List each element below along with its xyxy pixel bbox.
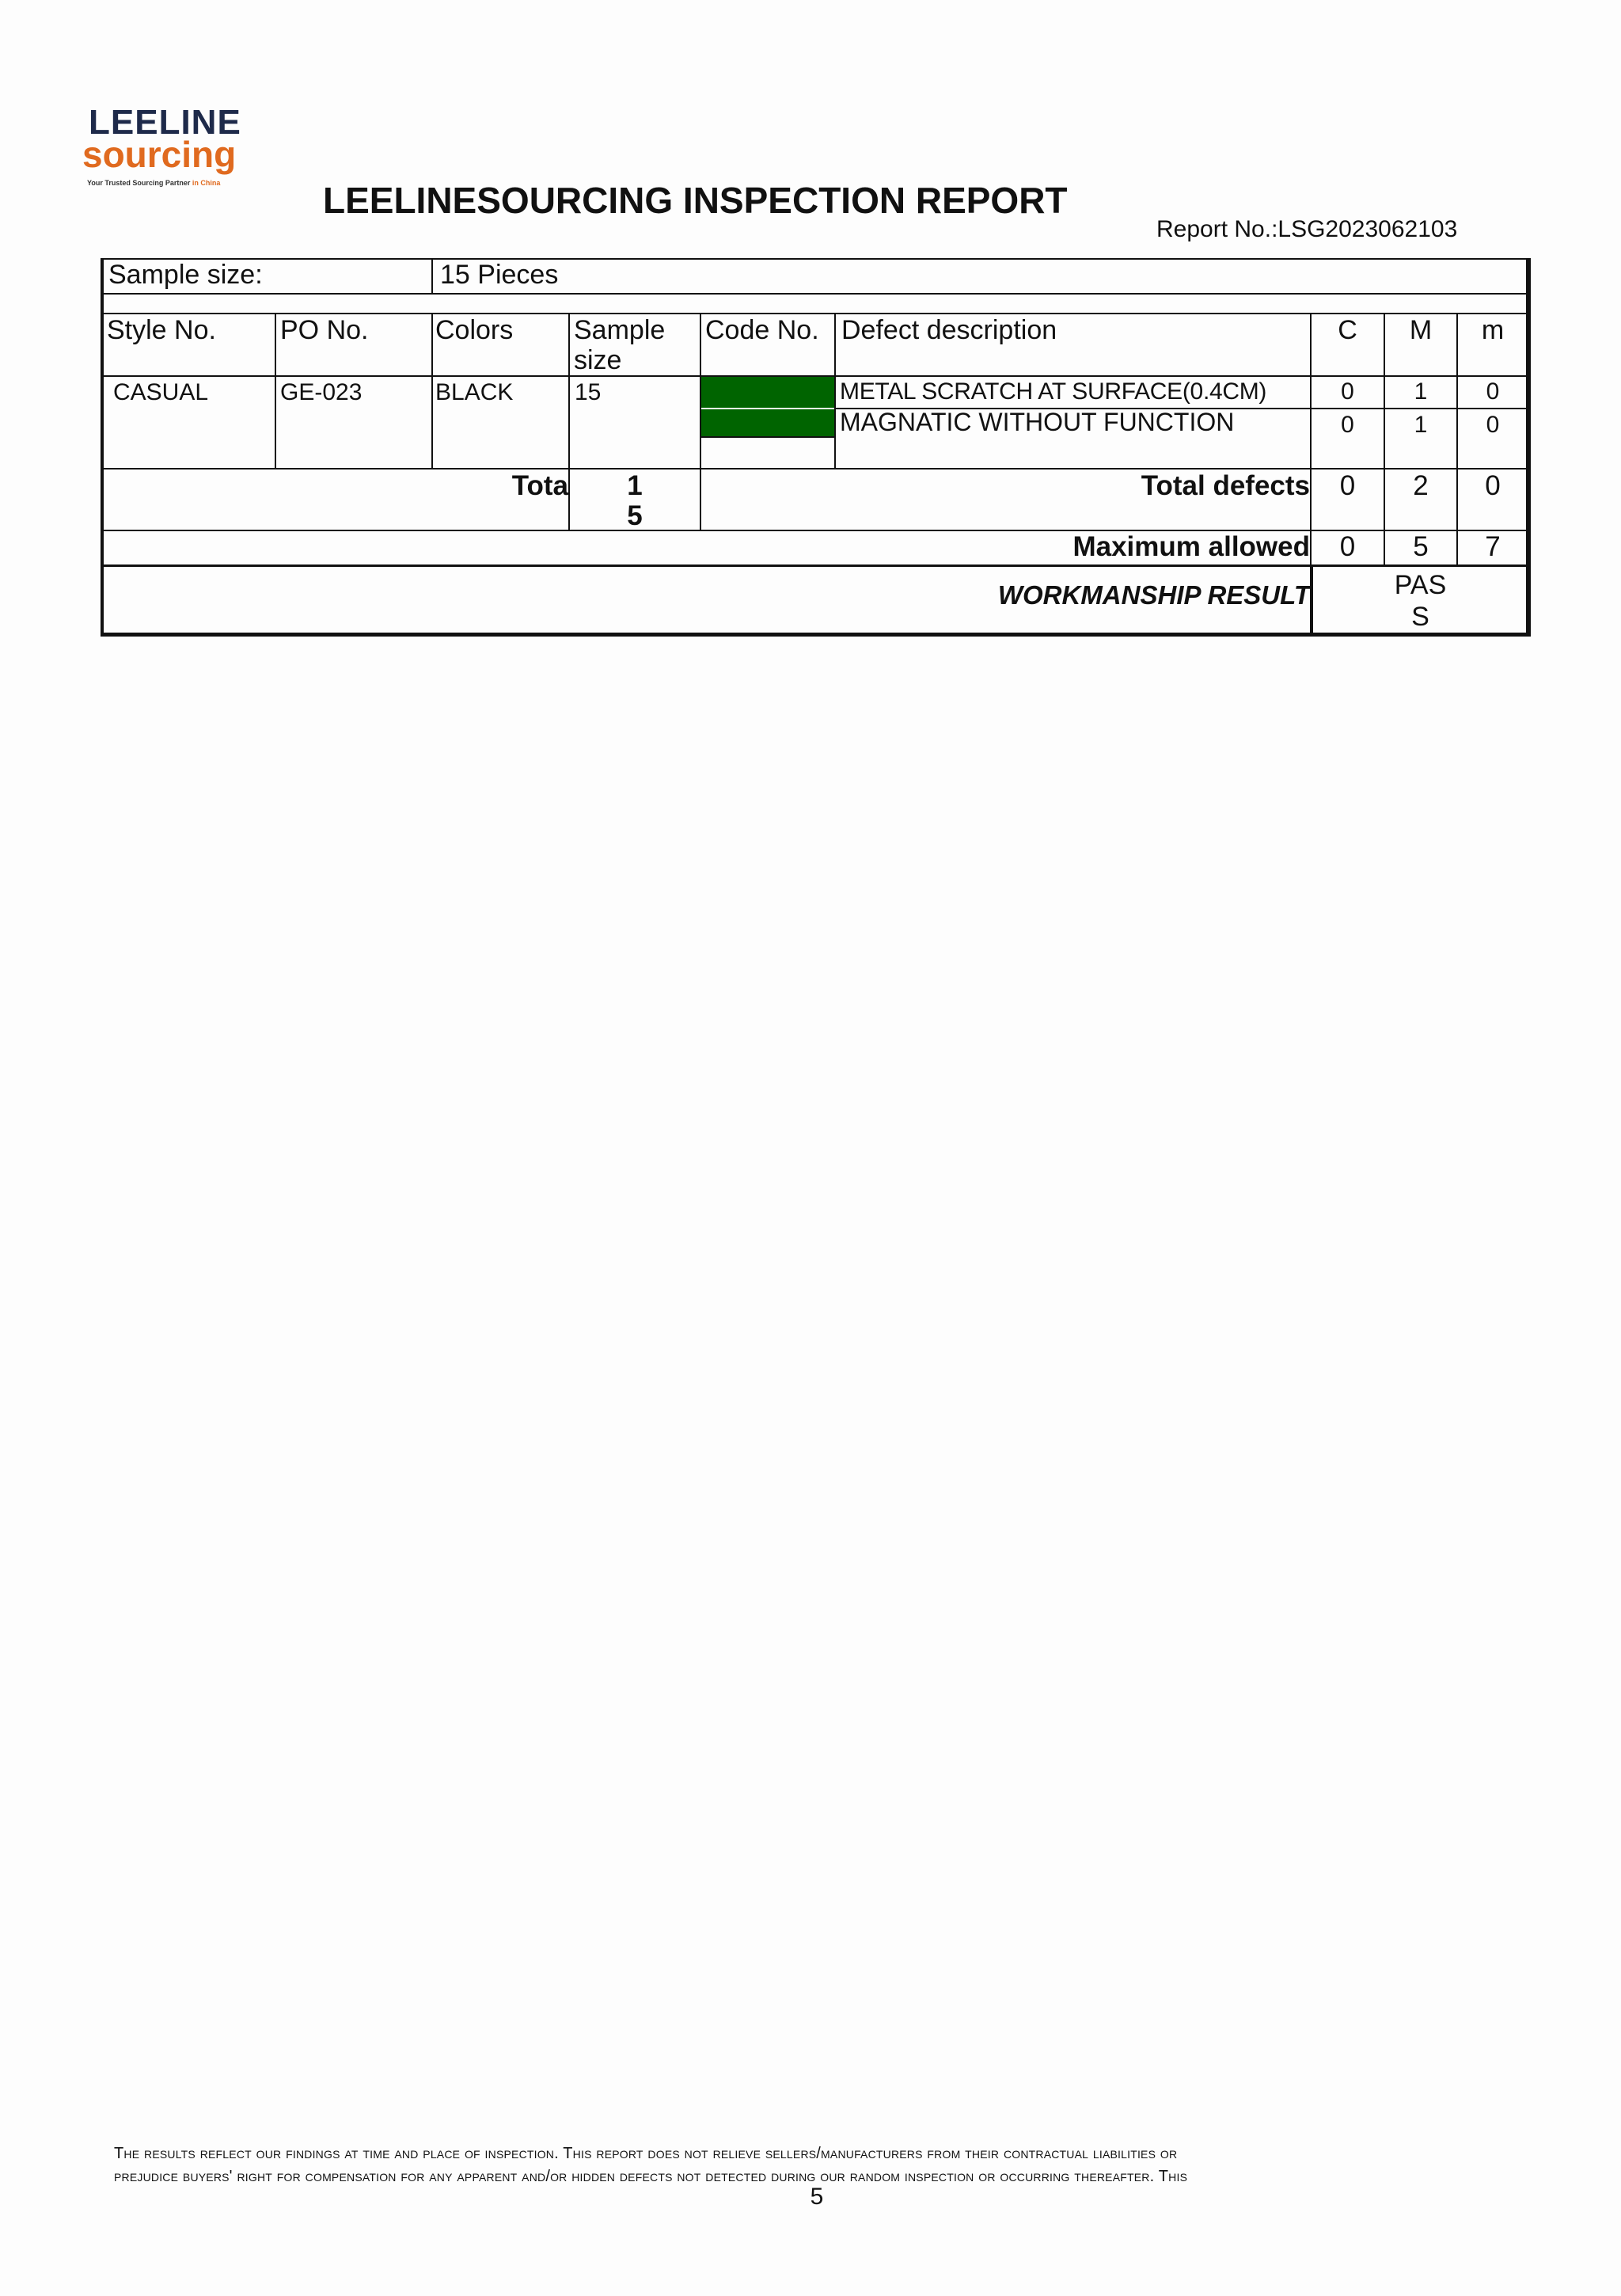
defect-minor-count: 0	[1486, 378, 1500, 405]
total-critical: 0	[1339, 470, 1356, 501]
logo-tagline-prefix: Your Trusted Sourcing Partner	[87, 179, 191, 187]
defect-major-count: 1	[1414, 412, 1428, 438]
workmanship-result-label: WORKMANSHIP RESULT	[997, 580, 1310, 610]
defect-critical-count: 0	[1341, 378, 1354, 405]
header-style-no: Style No.	[107, 315, 216, 345]
defect-description: MAGNATIC WITHOUT FUNCTION	[840, 408, 1235, 436]
divider	[431, 258, 433, 294]
divider	[1384, 313, 1385, 566]
disclaimer-line-2: prejudice buyers' right for compensation for any apparent and/or hidden defects not detected during our random inspection or occurring thereafter. This	[114, 2168, 1188, 2185]
divider	[101, 313, 1528, 314]
maximum-minor: 7	[1485, 531, 1501, 562]
header-sample-size-line2: size	[574, 345, 622, 375]
maximum-major: 5	[1413, 531, 1429, 562]
header-colors: Colors	[435, 315, 514, 345]
header-defect-description: Defect description	[841, 315, 1057, 345]
defect-description: METAL SCRATCH AT SURFACE(0.4CM)	[840, 378, 1267, 405]
divider	[1456, 313, 1458, 566]
cell-sample-size: 15	[575, 379, 602, 405]
table-left-border	[101, 258, 104, 636]
header-critical: C	[1338, 315, 1357, 345]
logo-text-bottom: sourcing	[82, 134, 237, 175]
header-minor: m	[1481, 315, 1505, 345]
defect-critical-count: 0	[1341, 412, 1354, 438]
maximum-critical: 0	[1339, 531, 1356, 562]
divider	[275, 313, 276, 469]
page-number: 5	[810, 2184, 824, 2210]
total-sample-digit-2: 5	[627, 500, 643, 531]
total-label: Tota	[511, 470, 568, 501]
header-major: M	[1409, 315, 1433, 345]
divider	[101, 293, 1528, 295]
maximum-allowed-label: Maximum allowed	[1072, 531, 1310, 562]
cell-style-no: CASUAL	[113, 379, 209, 405]
table-bottom-border	[101, 633, 1531, 636]
defect-major-count: 1	[1414, 378, 1428, 405]
defect-minor-count: 0	[1486, 412, 1500, 438]
sample-size-value: 15 Pieces	[440, 260, 559, 290]
sample-size-label: Sample size:	[108, 260, 263, 290]
logo-tagline-suffix: in China	[192, 179, 221, 187]
disclaimer-footer	[114, 2142, 1507, 2188]
defect-code-swatch	[701, 377, 834, 408]
header-po-no: PO No.	[280, 315, 369, 345]
cell-colors: BLACK	[435, 379, 514, 405]
divider	[101, 468, 1528, 469]
total-minor: 0	[1485, 470, 1501, 501]
total-major: 2	[1413, 470, 1429, 501]
divider	[834, 313, 836, 469]
company-logo	[82, 103, 256, 192]
disclaimer-line-1: The results reflect our findings at time and place of inspection. This report does not relieve sellers/manufacturers from their contractual liabilities or	[114, 2145, 1178, 2162]
header-sample-size-line1: Sample	[574, 315, 666, 345]
result-row-top-border	[101, 564, 1531, 567]
cell-po-no: GE-023	[280, 379, 363, 405]
workmanship-result-value-line2: S	[1411, 602, 1429, 632]
workmanship-result-value-line1: PAS	[1394, 570, 1447, 600]
divider	[431, 313, 433, 469]
divider	[700, 436, 834, 438]
header-code-no: Code No.	[705, 315, 819, 345]
report-number: Report No.:LSG2023062103	[1156, 216, 1458, 242]
total-sample-digit-1: 1	[627, 470, 643, 501]
report-title: LEELINESOURCING INSPECTION REPORT	[323, 180, 1068, 221]
defect-code-swatch	[701, 409, 834, 436]
logo-text-top: LEELINE	[89, 103, 241, 142]
total-defects-label: Total defects	[1141, 470, 1310, 501]
logo-tagline	[87, 179, 220, 187]
